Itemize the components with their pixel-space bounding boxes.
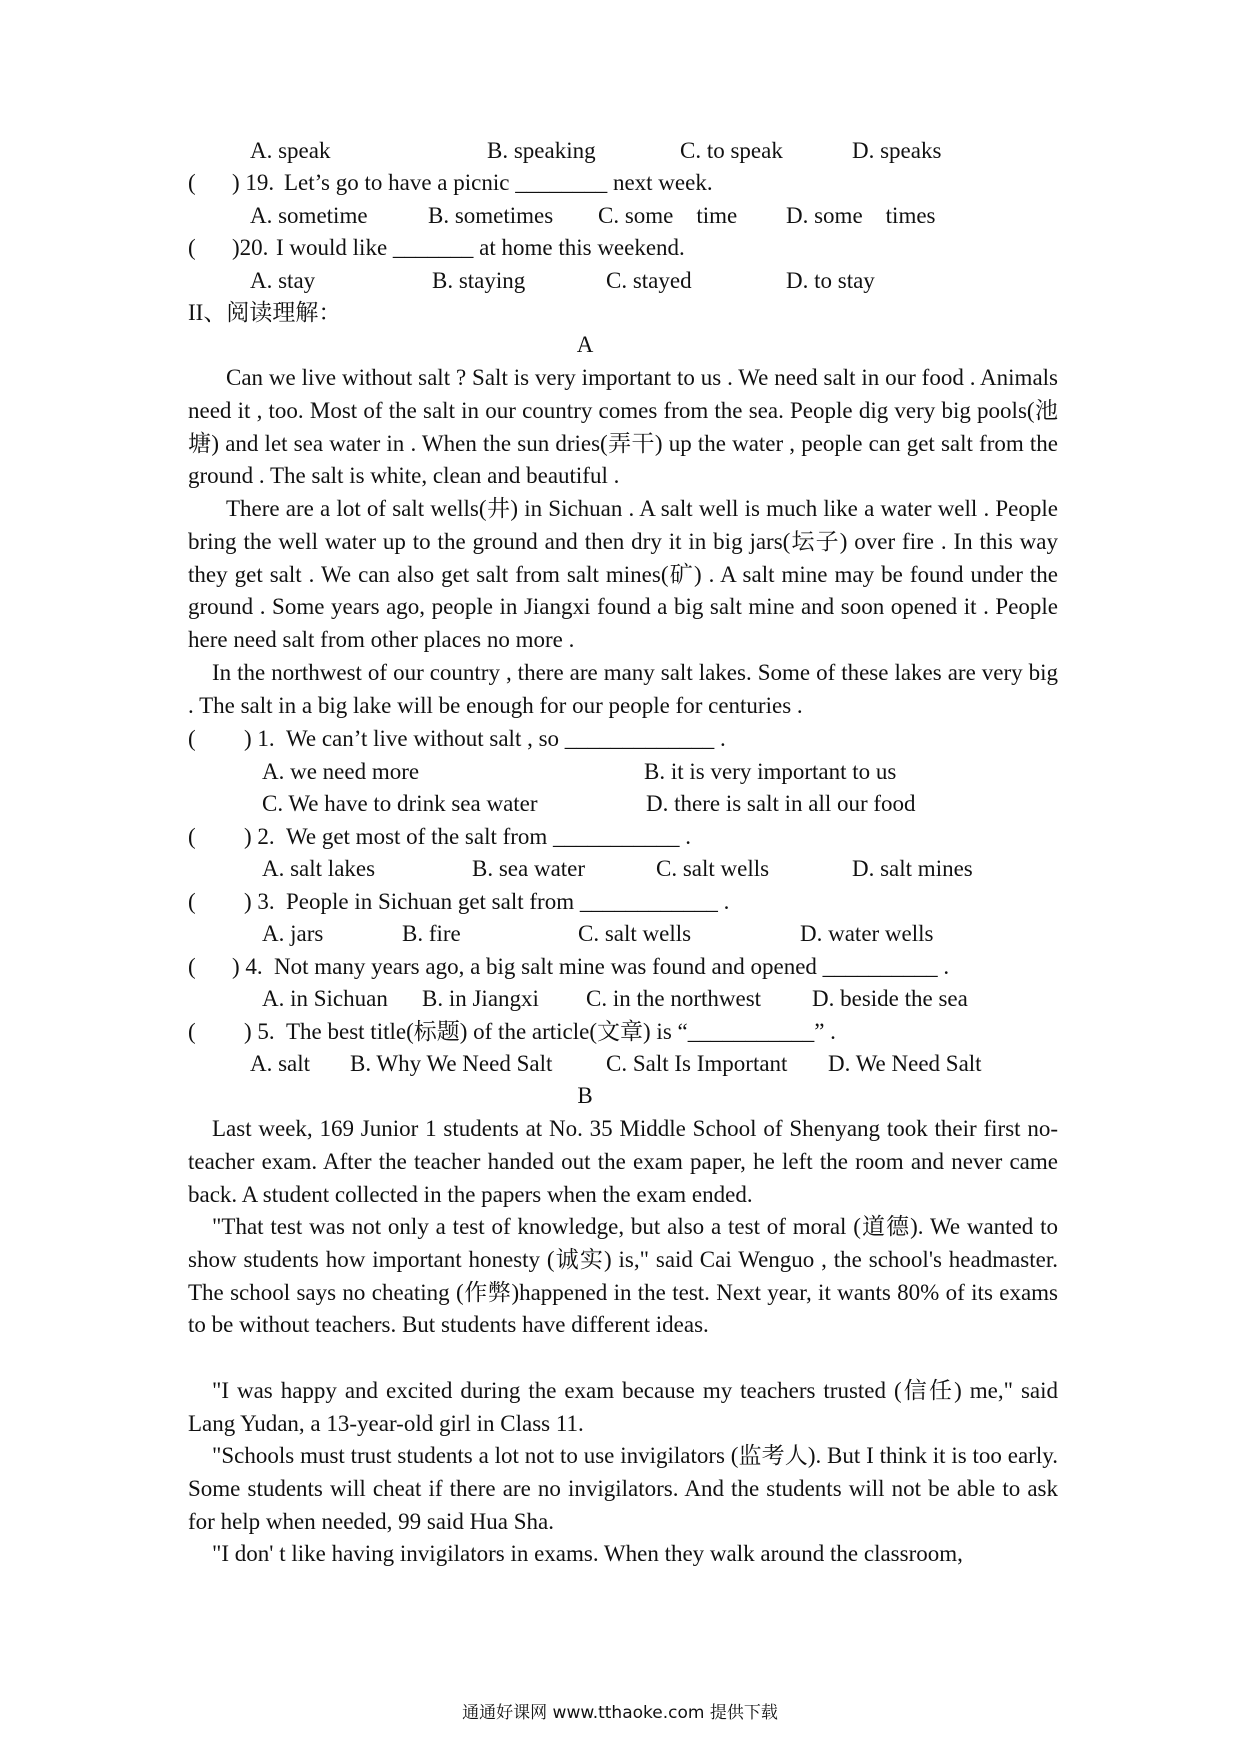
qa1-stem: We can’t live without salt , so _____________ . (286, 726, 726, 751)
qa2-option-c: C. salt wells (656, 856, 770, 881)
q19-stem: Let’s go to have a picnic ________ next week. (284, 170, 713, 195)
q20-number: )20. (232, 235, 269, 260)
q19-number: ) 19. (232, 170, 275, 195)
qa4-option-b: B. in Jiangxi (422, 986, 539, 1011)
q20-option-d: D. to stay (786, 268, 875, 293)
qa4-number: ) 4. (232, 954, 263, 979)
qa5-stem: The best title(标题) of the article(文章) is “___________” . (286, 1019, 836, 1044)
qa1-option-b: B. it is very important to us (644, 759, 897, 784)
qa2-option-d: D. salt mines (852, 856, 973, 881)
q20-option-b: B. staying (432, 268, 526, 293)
qa3-paren: ( (188, 889, 196, 914)
qa4-option-d: D. beside the sea (812, 986, 968, 1011)
passage-a-paragraph-3: In the northwest of our country , there are many salt lakes. Some of these lakes are very big . The salt in a big lake will be enough for our people for centuries . (188, 660, 1058, 718)
q20-paren: ( (188, 235, 196, 260)
footer-watermark: 通通好课网 www.tthaoke.com 提供下载 (462, 1703, 778, 1723)
passage-a-label: A (576, 332, 594, 357)
qa3-stem: People in Sichuan get salt from ____________ . (286, 889, 730, 914)
q20-option-c: C. stayed (606, 268, 692, 293)
qa5-option-a: A. salt (250, 1051, 311, 1076)
q18-option-b: B. speaking (487, 138, 596, 163)
section-heading: II、阅读理解： (188, 300, 342, 325)
qa3-option-b: B. fire (402, 921, 461, 946)
passage-b-paragraph-4: "Schools must trust students a lot not to use invigilators (监考人). But I think it is too early. Some students will cheat if there are no invigilators. And the students will not be able to ask for help when needed, 99 said Hua Sha. (188, 1443, 1058, 1534)
qa3-number: ) 3. (244, 889, 275, 914)
qa4-option-c: C. in the northwest (586, 986, 762, 1011)
q20-stem: I would like _______ at home this weekend. (276, 235, 685, 260)
qa3-option-d: D. water wells (800, 921, 934, 946)
q19-option-c: C. some time (598, 203, 738, 228)
qa1-option-d: D. there is salt in all our food (646, 791, 916, 816)
q18-option-d: D. speaks (852, 138, 942, 163)
qa4-paren: ( (188, 954, 196, 979)
passage-b-paragraph-2: "That test was not only a test of knowledge, but also a test of moral (道德). We wanted to show students how important honesty (诚实) is," said Cai Wenguo , the school's headmaster. The school says no cheating (作弊)happened in the test. Next year, it wants 80% of its exams to be without teachers. But students have different ideas. (188, 1214, 1058, 1338)
passage-a-paragraph-1: Can we live without salt ? Salt is very important to us . We need salt in our food . Animals need it , too. Most of the salt in our country comes from the sea. People dig very big pools(池塘) and let sea water in . When the sun dries(弄干) up the water , people can get salt from the ground . The salt is white, clean and beautiful . (188, 365, 1058, 489)
q18-option-a: A. speak (250, 138, 331, 163)
q19-option-a: A. sometime (250, 203, 368, 228)
qa1-number: ) 1. (244, 726, 275, 751)
qa4-stem: Not many years ago, a big salt mine was found and opened __________ . (274, 954, 950, 979)
q18-option-c: C. to speak (680, 138, 783, 163)
qa5-option-b: B. Why We Need Salt (350, 1051, 553, 1076)
qa4-option-a: A. in Sichuan (262, 986, 388, 1011)
qa2-option-a: A. salt lakes (262, 856, 376, 881)
passage-b-paragraph-3: "I was happy and excited during the exam because my teachers trusted (信任) me," said Lang Yudan, a 13-year-old girl in Class 11. (188, 1378, 1058, 1436)
passage-b-paragraph-5: "I don' t like having invigilators in exams. When they walk around the classroom, (212, 1541, 963, 1566)
q19-option-b: B. sometimes (428, 203, 554, 228)
qa3-option-a: A. jars (262, 921, 324, 946)
qa2-option-b: B. sea water (472, 856, 586, 881)
q20-option-a: A. stay (250, 268, 316, 293)
qa3-option-c: C. salt wells (578, 921, 692, 946)
qa1-option-c: C. We have to drink sea water (262, 791, 538, 816)
qa2-paren: ( (188, 824, 196, 849)
qa5-paren: ( (188, 1019, 196, 1044)
qa5-number: ) 5. (244, 1019, 275, 1044)
q19-option-d: D. some times (786, 203, 936, 228)
q19-paren: ( (188, 170, 196, 195)
qa1-option-a: A. we need more (262, 759, 420, 784)
qa2-stem: We get most of the salt from ___________ . (286, 824, 692, 849)
passage-b-label: B (577, 1083, 593, 1108)
qa1-paren: ( (188, 726, 196, 751)
qa5-option-d: D. We Need Salt (828, 1051, 982, 1076)
passage-b-paragraph-1: Last week, 169 Junior 1 students at No. 35 Middle School of Shenyang took their first no-teacher exam. After the teacher handed out the exam paper, he left the room and never came back. A student collected in the papers when the exam ended. (188, 1116, 1058, 1207)
qa2-number: ) 2. (244, 824, 275, 849)
qa5-option-c: C. Salt Is Important (606, 1051, 788, 1076)
passage-a-paragraph-2: There are a lot of salt wells(井) in Sichuan . A salt well is much like a water well . People bring the well water up to the ground and then dry it in big jars(坛子) over fire . In this way they get salt . We can also get salt from salt mines(矿) . A salt mine may be found under the ground . Some years ago, people in Jiangxi found a big salt mine and soon opened it . People here need salt from other places no more . (188, 496, 1058, 653)
